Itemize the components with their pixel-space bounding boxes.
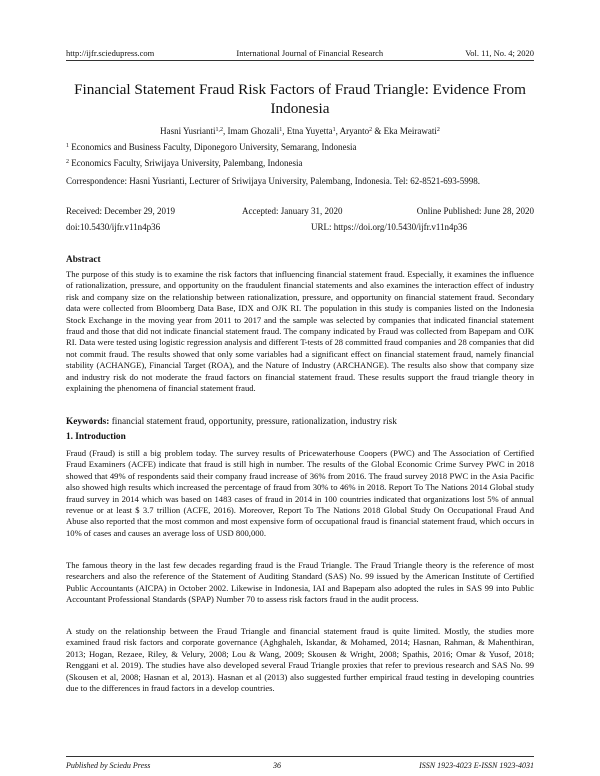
intro-paragraph-1: Fraud (Fraud) is still a big problem today. The survey results of Pricewaterhouse Coopers (PWC) and The Association of Certified Fraud Examiners (ACFE) indicate that fraud is still high in number. The results of the Global Economic Crime Survey PWC in 2018 showed that 49% of respondents said their company fraud increase of 36% from 2016. The fraud survey 2018 PWC in the Asia Pacific also showed high results which increased the percentage of fraud from 30% to 46% in 2018. Report To The Nations 2014 Global study fraud survey in 2014 which was based on 1483 cases of fraud in 2014 in 100 countries indicated that organizations lost 5% of annual revenue or at least $ 3.7 trillion (ACFE, 2016). Moreover, Report To The Nations 2018 Global Study On Occupational Fraud And Abuse also reported that the most common and most expensive form of occupational fraud is financial statement fraud, which occurs in 10% of cases and causes an average loss of USD 800,000. [66, 448, 534, 538]
author-affiliation-mark: 1 [332, 127, 336, 133]
author-separator: , [223, 126, 228, 136]
accepted-date: Accepted: January 31, 2020 [242, 206, 343, 216]
author-affiliation-mark: 1,2 [215, 127, 223, 133]
author-separator: , [282, 126, 287, 136]
page-footer [66, 761, 534, 773]
author-list [66, 126, 534, 136]
intro-paragraph-2: The famous theory in the last few decades regarding fraud is the Fraud Triangle. The Fraud Triangle theory is the reference of most researchers and also the reference of the Statement of Auditing Standard (SAS) No. 99 issued by the American Institute of Certified Public Accountants (AICPA) in October 2002. Likewise in Indonesia, IAI and Bapepam also adopted the rules in SAS 99 into Public Accountant Professional Standards (SPAP) Number 70 to assess risk factors fraud in the audit process. [66, 560, 534, 605]
published-date: Online Published: June 28, 2020 [416, 206, 534, 216]
affiliation-1: $^1$ Economics and Business Faculty, Diponegoro University, Semarang, Indonesia [66, 142, 357, 152]
footer-divider [66, 756, 534, 757]
author-separator: , [335, 126, 340, 136]
keywords [66, 417, 397, 427]
author-separator: & [372, 126, 384, 136]
author-name: Aryanto [339, 126, 370, 136]
author-affiliation-mark: 2 [436, 127, 440, 133]
header-divider [66, 60, 534, 61]
intro-paragraph-3: A study on the relationship between the Fraud Triangle and financial statement fraud is quite limited. Mostly, the studies more examined fraud risk factors and corporate governance (Aghghaleh, Iskandar, & Mohamed, 2014; Hasnan, Rahman, & Mahenthiran, 2013; Hogan, Rezaee, Riley, & Velury, 2008; Lou & Wang, 2009; Skousen & Wright, 2008; Spathis, 2016; Omar & Yusof, 2018; Renggani et al. 2019). The studies have also developed several Fraud Triangle proxies that refer to previous research and SAS No. 99 (Skousen et al, 2008; Hasnan et al, 2013). Hasnan et al (2013) also suggested further empirical fraud testing in developing countries due to the differences in fraud factors in a develop countries. [66, 626, 534, 694]
running-header [66, 44, 534, 58]
publisher: Published by Sciedu Press [66, 761, 151, 770]
author-name: Imam Ghozali [227, 126, 280, 136]
issn: ISSN 1923-4023 E-ISSN 1923-4031 [419, 761, 534, 770]
doi-line [66, 222, 534, 234]
volume-info: Vol. 11, No. 4; 2020 [465, 48, 534, 58]
author-affiliation-mark: 1 [279, 127, 283, 133]
doi-url[interactable]: URL: https://doi.org/10.5430/ijfr.v11n4p36 [311, 222, 468, 232]
author-name: Hasni Yusrianti [160, 126, 216, 136]
abstract-text: The purpose of this study is to examine the risk factors that influencing financial statement fraud. Especially, it examines the influence of rationalization, pressure, and opportunity on the fraudulent financial statements and also examines the interaction effect of industry risk and company size on the relationship between rationalization, pressure, and opportunity on financial statement fraud. Secondary data were collected from Bloomberg Data Base, IDX and OJK RI. The population in this study is companies listed on the Indonesia Stock Exchange in the moving year from 2011 to 2017 and the sample was selected by companies that indicated financial statement fraud and those that did not indicate financial statement fraud. The company indicated by Fraud was collected from Bapepam and OJK RI. Data were tested using logistic regression analysis and different T-tests of 28 committed fraud companies and 28 companies that did not commit fraud. The results showed that only some variables had a significant effect on financial statement fraud, namely financial stability (ACHANGE), Financial Target (ROA), and the Nature of Industry (ARCHANGE). The results also show that company size and industry risk do not moderate the fraud factors on financial statement fraud. These results support the fraud triangle theory in explaining the phenomena of financial statement fraud. [66, 269, 534, 394]
journal-name: International Journal of Financial Research [236, 48, 384, 58]
section-heading-introduction: 1. Introduction [66, 432, 126, 442]
abstract-heading: Abstract [66, 255, 101, 265]
author-name: Etna Yuyetta [286, 126, 333, 136]
paper-title: Financial Statement Fraud Risk Factors of Fraud Triangle: Evidence From Indonesia [74, 81, 526, 117]
keywords-text: financial statement fraud, opportunity, pressure, rationalization, industry risk [109, 417, 397, 427]
keywords-label: Keywords: [66, 417, 110, 427]
author-name: Eka Meirawati [383, 126, 437, 136]
author-affiliation-mark: 2 [369, 127, 373, 133]
correspondence: Correspondence: Hasni Yusrianti, Lecturer of Sriwijaya University, Palembang, Indonesia. Tel: 62-8521-693-5998. [66, 176, 480, 186]
journal-url[interactable]: http://ijfr.sciedupress.com [66, 48, 155, 58]
received-date: Received: December 29, 2019 [66, 206, 175, 216]
doi[interactable]: doi:10.5430/ijfr.v11n4p36 [66, 222, 161, 232]
page-number: 36 [273, 761, 281, 770]
affiliation-2: $^2$ Economics Faculty, Sriwijaya University, Palembang, Indonesia [66, 158, 303, 168]
publication-dates [66, 206, 534, 218]
